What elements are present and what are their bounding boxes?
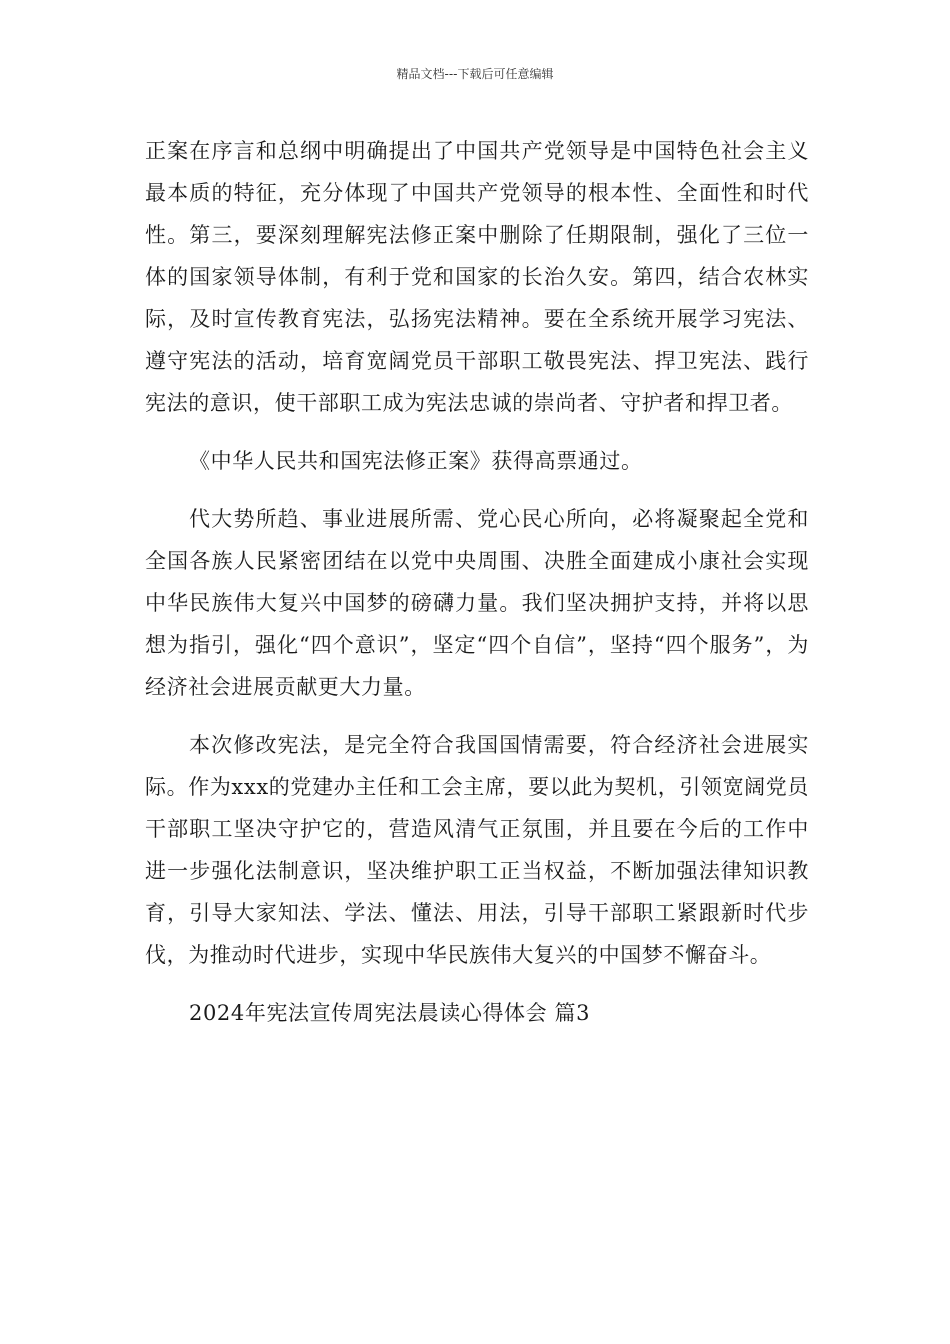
- page-header: 精品文档---下载后可任意编辑: [396, 67, 554, 81]
- paragraph-continuation: 正案在序言和总纲中明确提出了中国共产党领导是中国特色社会主义最本质的特征，充分体现了中国共产党领导的根本性、全面性和时代性。第三，要深刻理解宪法修正案中删除了任期限制，强化了三位一体的国家领导体制，有利于党和国家的长治久安。第四，结合农林实际，及时宣传教育宪法，弘扬宪法精神。要在全系统开展学习宪法、遵守宪法的活动，培育宽阔党员干部职工敬畏宪法、捍卫宪法、践行宪法的意识，使干部职工成为宪法忠诚的崇尚者、守护者和捍卫者。: [145, 139, 809, 415]
- document-body: [145, 130, 809, 1034]
- paragraph-revision: 本次修改宪法，是完全符合我国国情需要，符合经济社会进展实际。作为xxx的党建办主任和工会主席，要以此为契机，引领宽阔党员干部职工坚决守护它的，营造风清气正氛围，并且要在今后的工作中进一步强化法制意识，坚决维护职工正当权益，不断加强法律知识教育，引导大家知法、学法、懂法、用法，引导干部职工紧跟新时代步伐，为推动时代进步，实现中华民族伟大复兴的中国梦不懈奋斗。: [145, 733, 809, 967]
- paragraph-support: 代大势所趋、事业进展所需、党心民心所向，必将凝聚起全党和全国各族人民紧密团结在以党中央周围、决胜全面建成小康社会实现中华民族伟大复兴中国梦的磅礴力量。我们坚决拥护支持，并将以思想为指引，强化“四个意识”，坚定“四个自信”，坚持“四个服务”，为经济社会进展贡献更大力量。: [145, 507, 809, 699]
- paragraph-amendment-passed: 《中华人民共和国宪法修正案》获得高票通过。: [189, 449, 643, 473]
- section-heading: 2024年宪法宣传周宪法晨读心得体会 篇3: [189, 1001, 591, 1025]
